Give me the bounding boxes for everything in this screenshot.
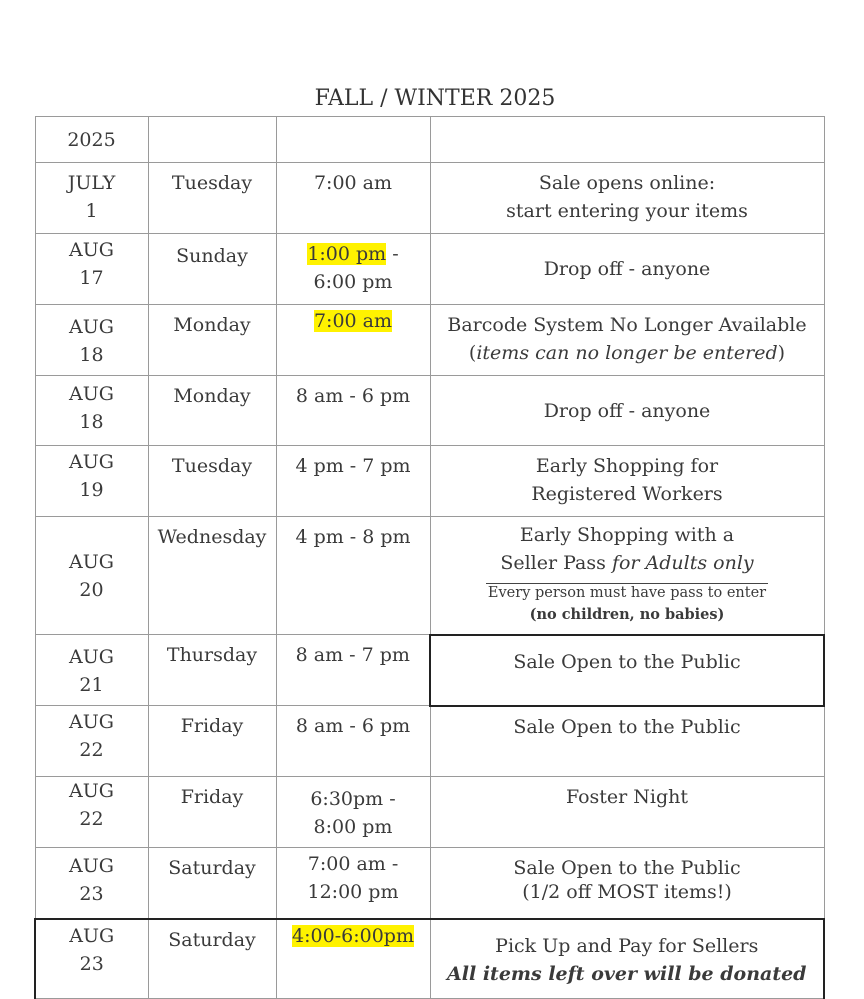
date-cell: AUG 18 — [35, 376, 148, 446]
day-cell: Saturday — [148, 848, 276, 919]
table-row — [35, 234, 824, 305]
date-cell: AUG 18 — [35, 305, 148, 376]
date-cell: AUG 17 — [35, 234, 148, 305]
fine-print: Every person must have pass to enter — [487, 585, 767, 601]
description-cell: Sale opens online: start entering your items — [430, 163, 824, 234]
date-cell: AUG 20 — [35, 517, 148, 635]
day-cell: Monday — [148, 376, 276, 446]
table-row — [35, 163, 824, 234]
year-cell: 2025 — [35, 117, 148, 163]
description-cell: Sale Open to the Public — [430, 706, 824, 777]
day-cell: Wednesday — [148, 517, 276, 635]
time-cell: 8 am - 6 pm — [276, 376, 430, 446]
table-row — [35, 517, 824, 635]
description-cell: Sale Open to the Public — [430, 635, 824, 706]
day-cell: Tuesday — [148, 446, 276, 517]
empty-header-cell — [148, 117, 276, 163]
table-row — [35, 777, 824, 848]
day-cell: Monday — [148, 305, 276, 376]
description-cell: Barcode System No Longer Available (items can no longer be entered) — [430, 305, 824, 376]
date-cell: AUG 22 — [35, 706, 148, 777]
page-title: FALL / WINTER 2025 — [314, 86, 556, 111]
description-cell: Early Shopping for Registered Workers — [430, 446, 824, 517]
table-header-row — [35, 117, 824, 163]
time-cell: 8 am - 7 pm — [276, 635, 430, 706]
day-cell: Thursday — [148, 635, 276, 706]
time-cell: 4 pm - 7 pm — [276, 446, 430, 517]
day-cell: Saturday — [148, 919, 276, 999]
description-cell: Drop off - anyone — [430, 234, 824, 305]
description-cell: Pick Up and Pay for Sellers All items left over will be donated — [430, 919, 824, 999]
description-cell: Foster Night — [430, 777, 824, 848]
description-cell: Sale Open to the Public (1/2 off MOST items!) — [430, 848, 824, 919]
table-row — [35, 848, 824, 919]
date-cell: AUG 23 — [35, 919, 148, 999]
date-cell: AUG 23 — [35, 848, 148, 919]
table-row — [35, 706, 824, 777]
table-row — [35, 446, 824, 517]
table-row — [35, 376, 824, 446]
date-cell: AUG 21 — [35, 635, 148, 706]
time-cell: 7:00 am — [276, 305, 430, 376]
date-cell: AUG 19 — [35, 446, 148, 517]
time-cell: 4 pm - 8 pm — [276, 517, 430, 635]
empty-header-cell — [430, 117, 824, 163]
time-cell: 1:00 pm - 6:00 pm — [276, 234, 430, 305]
time-cell: 8 am - 6 pm — [276, 706, 430, 777]
description-cell: Early Shopping with a Seller Pass for Adults only Every person must have pass to enter (no children, no babies) — [430, 517, 824, 635]
day-cell: Tuesday — [148, 163, 276, 234]
table-row — [35, 635, 824, 706]
description-cell: Drop off - anyone — [430, 376, 824, 446]
time-cell: 7:00 am — [276, 163, 430, 234]
date-cell: JULY 1 — [35, 163, 148, 234]
empty-header-cell — [276, 117, 430, 163]
time-cell: 7:00 am - 12:00 pm — [276, 848, 430, 919]
time-cell: 4:00-6:00pm — [276, 919, 430, 999]
table-row — [35, 919, 824, 999]
day-cell: Friday — [148, 706, 276, 777]
fine-print-bold: (no children, no babies) — [529, 606, 725, 623]
day-cell: Friday — [148, 777, 276, 848]
day-cell: Sunday — [148, 234, 276, 305]
time-cell: 6:30pm - 8:00 pm — [276, 777, 430, 848]
date-cell: AUG 22 — [35, 777, 148, 848]
schedule-table — [34, 116, 825, 999]
table-row — [35, 305, 824, 376]
